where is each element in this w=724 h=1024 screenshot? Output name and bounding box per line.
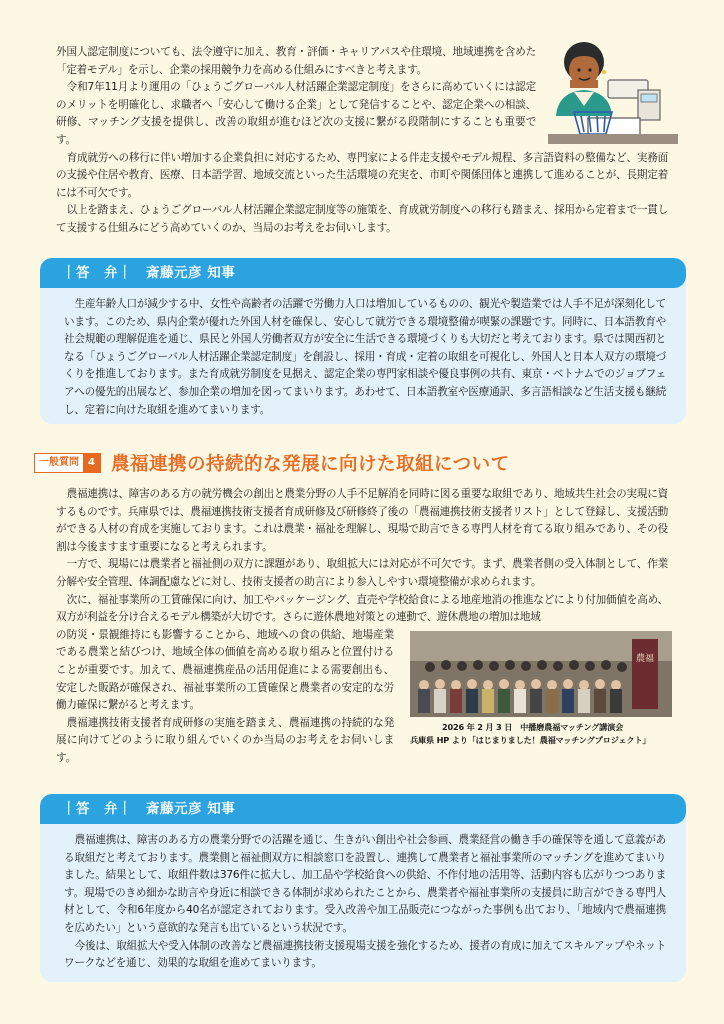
question-4-section	[56, 486, 668, 768]
group-photo	[410, 631, 672, 717]
question-4-paragraph-3a: 次に、福祉事業所の工賃確保に向け、加工やパッケージング、直売や学校給食による地産地消の推進などにより付加価値を高め、双方が利益を分け合えるモデル構築が大切です。さらに遊休農地対策との連動で、遊休農地の増加は地域	[56, 593, 668, 624]
question-badge-label: 一般質問	[35, 454, 83, 472]
photo-caption	[410, 721, 668, 747]
intro-paragraph-2: 令和7年11月より運用の「ひょうごグローバル人材活躍企業認定制度」をさらに高めていくには認定のメリットを明確化し、求職者へ「安心して働ける企業」として発信することや、認定企業への相談、研修、マッチング支援を提供し、改善の取組が進むほど次の支援に繋がる段階制にすることも重要です。	[56, 81, 536, 146]
question-4-paragraph-3b: の防災・景観維持にも影響することから、地域への食の供給、地場産業である農業と結びつけ、地域全体の価値を高める取り組みと位置付けることが重要です。加えて、農福連携産品の活用促進による需要創出も、安定した販路が確保され、福祉事業所の工賃確保と農業者の安定的な労働力確保に繋がると考えます。	[56, 628, 394, 712]
answer-box-1	[40, 258, 686, 424]
question-4-title-row	[34, 448, 674, 478]
answer-1-paragraph: 生産年齢人口が減少する中、女性や高齢者の活躍で労働力人口は増加しているものの、観光や製造業では人手不足が深刻化しています。このため、県内企業が優れた外国人材を確保し、安心して就労できる環境整備が喫緊の課題です。同時に、日本語教育や社会規範の理解促進を通じ、県民と外国人労働者双方が安全に生活できる環境づくりも大切だと考えております。県では関西初となる「ひょうごグローバル人材活躍企業認定制度」を創設し、採用・育成・定着の取組を可視化し、外国人と日本人双方の環境づくりを推進しております。また育成就労制度を見据え、認定企業の専門家相談や優良事例の共有、東京・ベトナムでのジョブフェアへの優先的出展など、参加企業の増加を図ってまいります。あわせて、日本語教室や医療通訳、多言語相談など生活支援も継続し、定着に向けた取組を進めてまいります。	[64, 298, 666, 416]
intro-paragraph-3: 育成就労への移行に伴い増加する企業負担に対応するため、専門家による伴走支援やモデル規程、多言語資料の整備など、実務面の支援や住居や教育、医療、日本語学習、地域交流といった生活環境の充実を、市町や関係団体と連携して進めることが、長期定着には不可欠です。	[56, 151, 668, 199]
question-4-title: 農福連携の持続的な発展に向けた取組について	[110, 454, 510, 475]
intro-section	[56, 44, 668, 238]
question-badge	[34, 453, 101, 473]
answer-box-2	[40, 794, 686, 982]
answer-heading-1: ｜答 弁｜ 斎藤元彦 知事	[40, 258, 686, 288]
photo-banner-text: 農福	[635, 653, 655, 664]
question-4-paragraph-2: 一方で、現場には農業者と福祉側の双方に課題があり、取組拡大には対応が不可欠です。まず、農業者側の受入体制として、作業分解や安全管理、体調配慮などに対し、技術支援者の助言により参入しやすい環境整備が求められます。	[56, 558, 668, 588]
answer-2-paragraph-1: 農福連携は、障害のある方の農業分野での活躍を通じ、生きがい創出や社会参画、農業経営の働き手の確保等を通して意義がある取組だと考えております。農業側と福祉側双方に相談窓口を設置し、連携して農業者と福祉事業所のマッチングを進めてまいりました。結果として、取組件数は376件に拡大し、加工品や学校給食への供給、不作付地の活用等、活動内容も広がりつつあります。現場でのきめ細かな助言や身近に相談できる体制が求められたことから、農業者や福祉事業所の支援員に助言ができる専門人材として、令和6年度から40名が認定されております。受入改善や加工品販売につながった事例も出ており、「地域内で農福連携を広めたい」という意欲的な発言も出ているという状況です。	[64, 834, 666, 934]
question-badge-number: 4	[83, 454, 100, 472]
photo-caption-line-2: 兵庫県 HP より「はじまりました！農福マッチングプロジェクト」	[410, 734, 651, 745]
group-photo-svg	[410, 631, 672, 717]
intro-paragraph-1: 外国人認定制度についても、法令遵守に加え、教育・評価・キャリアパスや住環境、地域連携を含めた「定着モデル」を示し、企業の採用競争力を高める仕組みにすべきと考えます。	[56, 46, 536, 76]
answer-2-paragraph-2: 今後は、取組拡大や受入体制の改善など農福連携技術支援現場支援を強化するため、援者の育成に加えてスキルアップやネットワークなどを通じ、効果的な取組を進めてまいります。	[64, 939, 666, 970]
photo-caption-line-1: 2026 年 2 月 3 日 中播磨農福マッチング講演会	[442, 721, 624, 732]
question-4-paragraph-1: 農福連携は、障害のある方の就労機会の創出と農業分野の人手不足解消を同時に図る重要な取組であり、地域共生社会の実現に資するものです。兵庫県では、農福連携技術支援者育成研修及び研修終了後の「農福連携技術支援者リスト」として登録し、支援活動ができる人材の育成を実施しております。これは農業・福祉を理解し、現場で助言できる専門人材を育てる取り組みであり、その役割は今後ますます重要になると考えられます。	[56, 488, 668, 553]
question-4-paragraph-4: 農福連携技術支援者育成研修の実施を踏まえ、農福連携の持続的な発展に向けてどのように取り組んでいくのか当局のお考えをお伺いします。	[56, 716, 394, 764]
intro-paragraph-4: 以上を踏まえ、ひょうごグローバル人材活躍企業認定制度等の施策を、育成就労制度への移行も踏まえ、採用から定着まで一貫して支援する仕組みにどう高めていくのか、当局のお考えをお伺いします。	[56, 204, 668, 234]
answer-heading-2: ｜答 弁｜ 斎藤元彦 知事	[40, 794, 686, 824]
